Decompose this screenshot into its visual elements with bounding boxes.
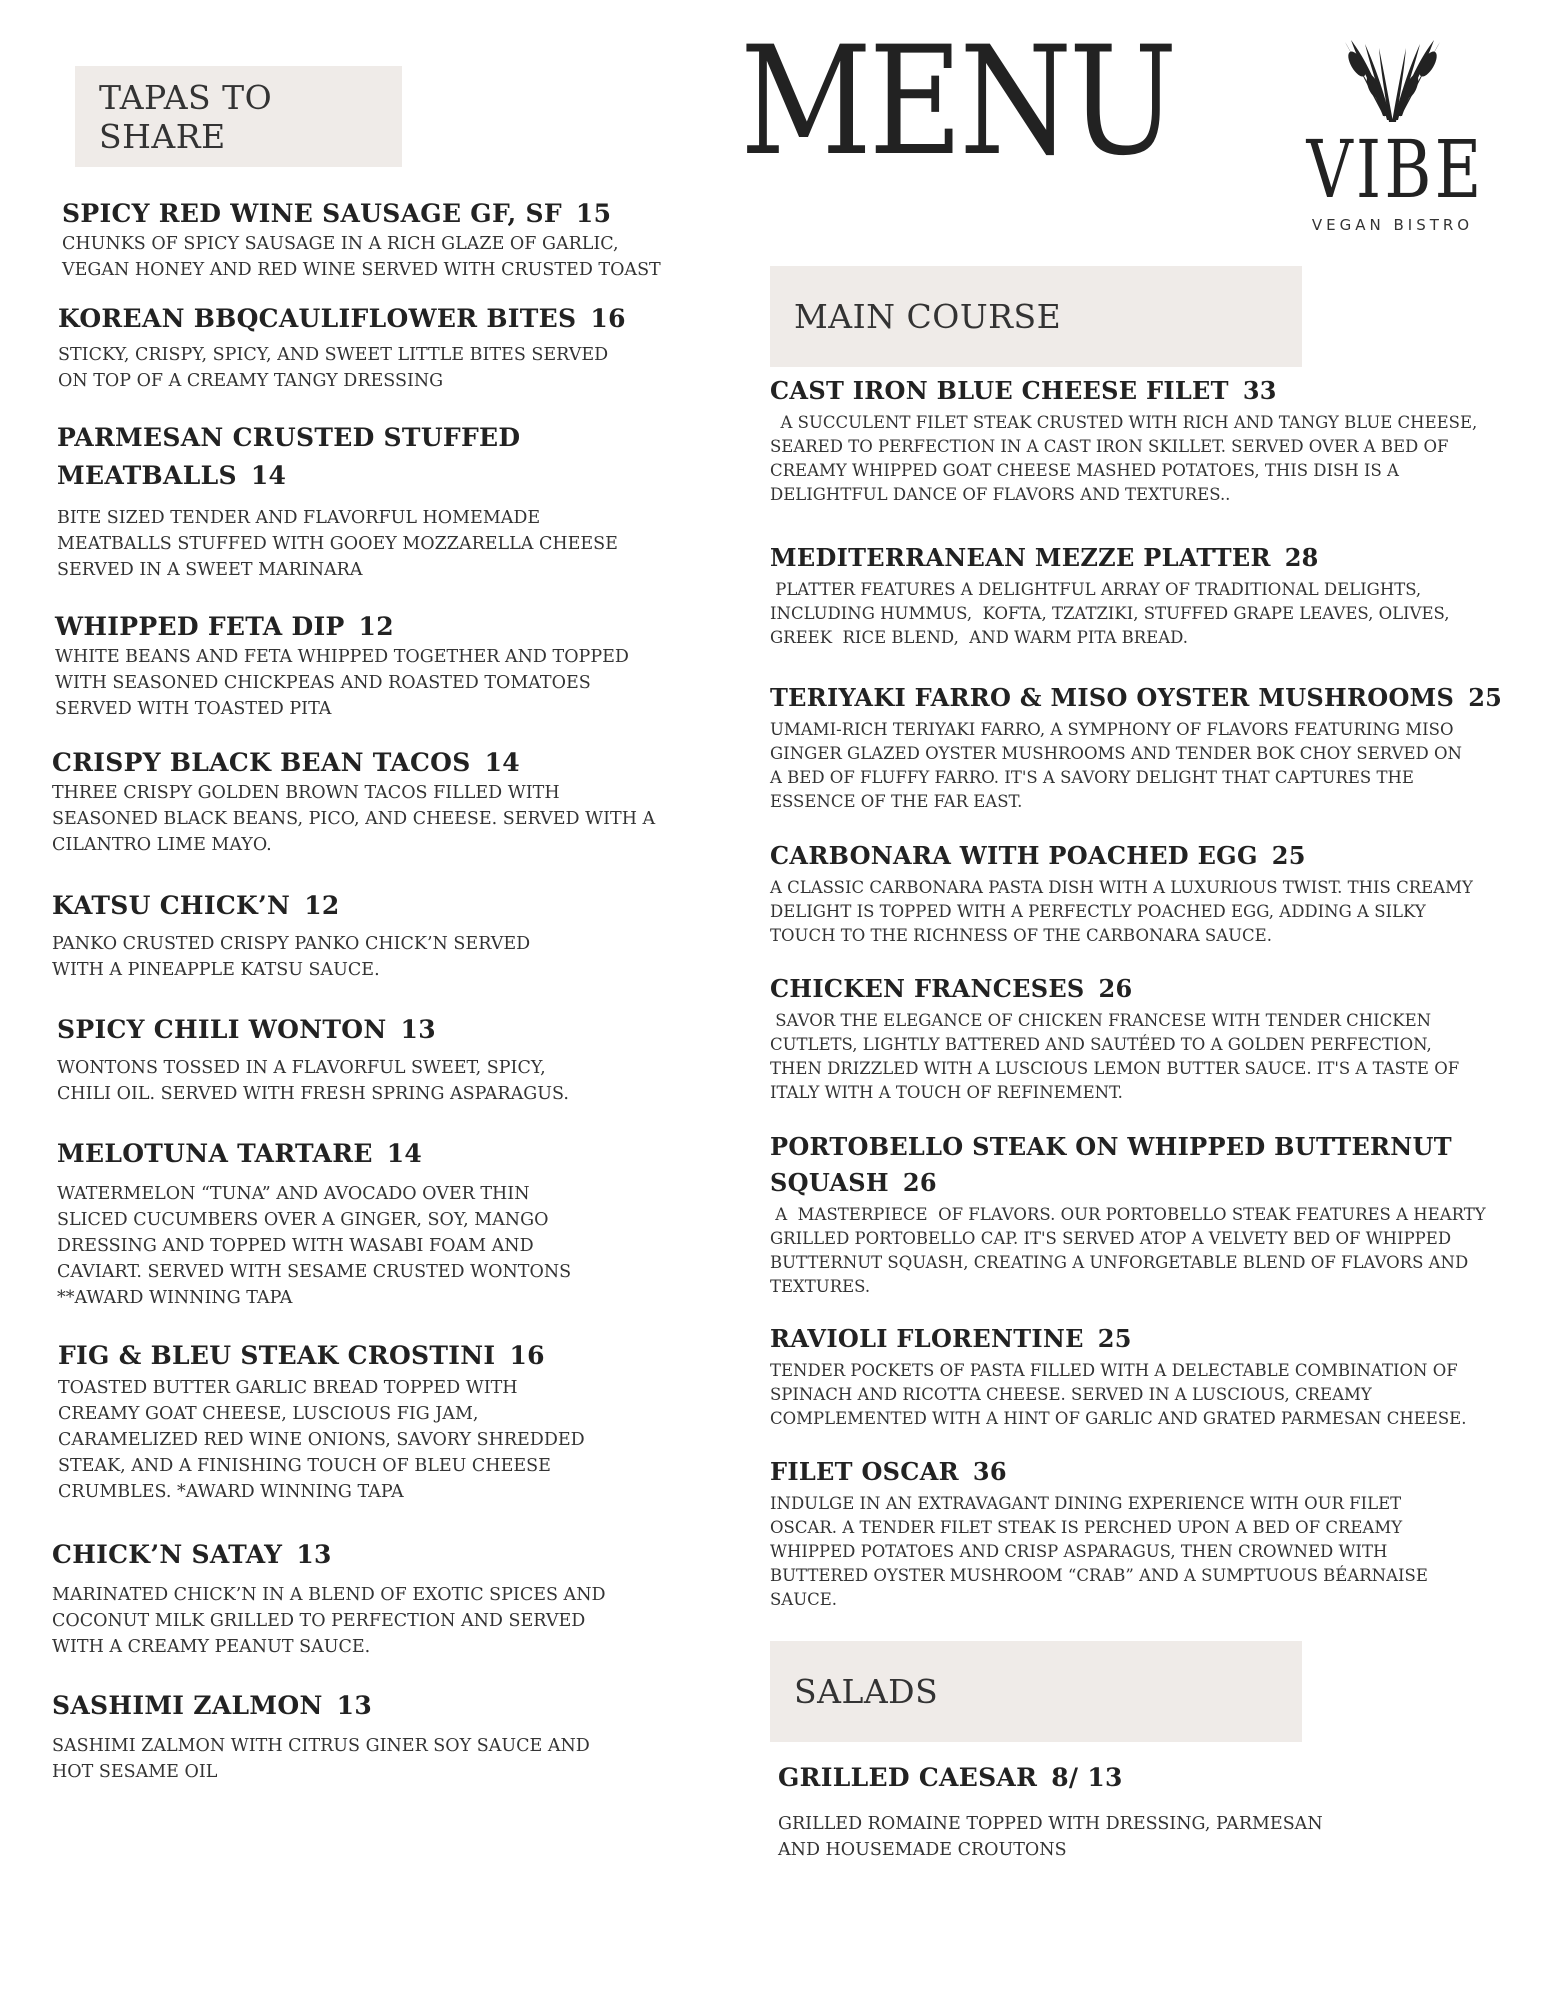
menu-item [57, 1135, 571, 1311]
menu-item [778, 1759, 1323, 1863]
item-name: SPICY RED WINE SAUSAGE GF, SF [62, 199, 562, 228]
item-description: SAVOR THE ELEGANCE OF CHICKEN FRANCESE WITH TENDER CHICKEN CUTLETS, LIGHTLY BATTERED AND SAUTÉED TO A GOLDEN PERFECTION, THEN DRIZZLED WITH A LUSCIOUS LEMON BUTTER SAUCE. IT'S A TASTE OF ITALY WITH A TOUCH OF REFINEMENT. [770, 1011, 1460, 1102]
menu-item [770, 1454, 1428, 1612]
item-description: TENDER POCKETS OF PASTA FILLED WITH A DELECTABLE COMBINATION OF SPINACH AND RICOTTA CHEESE. SERVED IN A LUSCIOUS, CREAMY COMPLEMENTED WITH A HINT OF GARLIC AND GRATED PARMESAN CHEESE. [770, 1361, 1467, 1428]
item-description: A SUCCULENT FILET STEAK CRUSTED WITH RICH AND TANGY BLUE CHEESE, SEARED TO PERFECTION IN A CAST IRON SKILLET. SERVED OVER A BED OF CREAMY WHIPPED GOAT CHEESE MASHED POTATOES, THIS DISH IS A DELIGHTFUL DANCE OF FLAVORS AND TEXTURES.. [770, 413, 1478, 504]
item-price: 16 [590, 304, 626, 333]
item-price: 14 [250, 461, 287, 490]
item-name: CAST IRON BLUE CHEESE FILET [770, 376, 1229, 405]
item-description: WATERMELON “TUNA” AND AVOCADO OVER THIN SLICED CUCUMBERS OVER A GINGER, SOY, MANGO DRESSING AND TOPPED WITH WASABI FOAM AND CAVIART. SERVED WITH SESAME CRUSTED WONTONS **AWARD WINNING TAPA [57, 1184, 572, 1308]
item-name: SASHIMI ZALMON [52, 1691, 323, 1720]
menu-item [770, 838, 1473, 948]
menu-item [52, 887, 530, 983]
vibe-logo [1285, 38, 1500, 238]
section-title-tapas: TAPAS TO SHARE [99, 77, 273, 156]
item-name: CHICKEN FRANCESES [770, 974, 1085, 1003]
item-price: 13 [296, 1540, 332, 1569]
item-name: FILET OSCAR [770, 1457, 959, 1486]
section-header-salads [770, 1641, 1302, 1742]
leaf-logo-icon [1285, 38, 1500, 128]
item-description: MARINATED CHICK’N IN A BLEND OF EXOTIC SPICES AND COCONUT MILK GRILLED TO PERFECTION AND SERVED WITH A CREAMY PEANUT SAUCE. [52, 1585, 606, 1657]
item-name: MELOTUNA TARTARE [57, 1139, 373, 1168]
logo-wordmark: VIBE [1306, 123, 1485, 216]
item-price: 26 [1098, 974, 1133, 1003]
item-description: SASHIMI ZALMON WITH CITRUS GINER SOY SAUCE AND HOT SESAME OIL [52, 1736, 590, 1782]
menu-item [52, 1536, 606, 1660]
item-price: 13 [336, 1691, 373, 1720]
item-price: 25 [1468, 683, 1503, 712]
menu-item [770, 540, 1450, 650]
section-title-salads: SALADS [794, 1672, 939, 1711]
item-price: 26 [902, 1168, 937, 1197]
menu-item [52, 744, 655, 858]
item-description: PANKO CRUSTED CRISPY PANKO CHICK’N SERVED WITH A PINEAPPLE KATSU SAUCE. [52, 934, 531, 980]
menu-item [58, 300, 626, 394]
item-price: 36 [972, 1457, 1007, 1486]
section-header-main-course [770, 266, 1302, 367]
item-description: PLATTER FEATURES A DELIGHTFUL ARRAY OF TRADITIONAL DELIGHTS, INCLUDING HUMMUS, KOFTA, TZATZIKI, STUFFED GRAPE LEAVES, OLIVES, GREEK RICE BLEND, AND WARM PITA BREAD. [770, 580, 1450, 647]
item-price: 16 [509, 1341, 545, 1370]
item-name: WHIPPED FETA DIP [55, 612, 345, 641]
item-name: PORTOBELLO STEAK ON WHIPPED BUTTERNUT SQUASH [770, 1132, 1452, 1197]
item-name: SPICY CHILI WONTON [57, 1015, 387, 1044]
item-description: THREE CRISPY GOLDEN BROWN TACOS FILLED WITH SEASONED BLACK BEANS, PICO, AND CHEESE. SERVED WITH A CILANTRO LIME MAYO. [52, 783, 656, 855]
item-name: TERIYAKI FARRO & MISO OYSTER MUSHROOMS [770, 683, 1455, 712]
item-description: A MASTERPIECE OF FLAVORS. OUR PORTOBELLO STEAK FEATURES A HEARTY GRILLED PORTOBELLO CAP. IT'S SERVED ATOP A VELVETY BED OF WHIPPED BUTTERNUT SQUASH, CREATING A UNFORGETABLE BLEND OF FLAVORS AND TEXTURES. [770, 1205, 1486, 1296]
section-header-tapas [75, 66, 402, 167]
item-description: BITE SIZED TENDER AND FLAVORFUL HOMEMADE MEATBALLS STUFFED WITH GOOEY MOZZARELLA CHEESE SERVED IN A SWEET MARINARA [57, 508, 618, 580]
item-price: 12 [304, 891, 340, 920]
item-price: 14 [386, 1139, 423, 1168]
item-name: FIG & BLEU STEAK CROSTINI [58, 1341, 496, 1370]
item-price: 13 [400, 1015, 436, 1044]
menu-item [52, 1687, 590, 1785]
item-name: PARMESAN CRUSTED STUFFED MEATBALLS [57, 423, 521, 490]
item-price: 8/ 13 [1051, 1763, 1123, 1792]
item-name: RAVIOLI FLORENTINE [770, 1324, 1084, 1353]
item-description: CHUNKS OF SPICY SAUSAGE IN A RICH GLAZE OF GARLIC, VEGAN HONEY AND RED WINE SERVED WITH CRUSTED TOAST [62, 234, 661, 280]
item-description: WONTONS TOSSED IN A FLAVORFUL SWEET, SPICY, CHILI OIL. SERVED WITH FRESH SPRING ASPARAGUS. [57, 1058, 569, 1104]
logo-subtitle: VEGAN BISTRO [1311, 216, 1474, 234]
item-name: CARBONARA WITH POACHED EGG [770, 841, 1258, 870]
item-description: GRILLED ROMAINE TOPPED WITH DRESSING, PARMESAN AND HOUSEMADE CROUTONS [778, 1814, 1323, 1860]
menu-item [770, 971, 1459, 1105]
item-price: 33 [1242, 376, 1277, 405]
item-description: TOASTED BUTTER GARLIC BREAD TOPPED WITH CREAMY GOAT CHEESE, LUSCIOUS FIG JAM, CARAMELIZED RED WINE ONIONS, SAVORY SHREDDED STEAK, AND A FINISHING TOUCH OF BLEU CHEESE CRUMBLES. *AWARD WINNING TAPA [58, 1378, 585, 1502]
item-description: A CLASSIC CARBONARA PASTA DISH WITH A LUXURIOUS TWIST. THIS CREAMY DELIGHT IS TOPPED WITH A PERFECTLY POACHED EGG, ADDING A SILKY TOUCH TO THE RICHNESS OF THE CARBONARA SAUCE. [770, 878, 1473, 945]
item-price: 12 [358, 612, 394, 641]
menu-item [58, 1337, 585, 1505]
menu-title: MENU [740, 15, 1175, 189]
item-price: 25 [1271, 841, 1306, 870]
item-name: GRILLED CAESAR [778, 1763, 1038, 1792]
menu-item [770, 1129, 1486, 1299]
item-price: 15 [575, 199, 612, 228]
item-name: KATSU CHICK’N [52, 891, 291, 920]
item-name: CHICK’N SATAY [52, 1540, 283, 1569]
item-description: WHITE BEANS AND FETA WHIPPED TOGETHER AND TOPPED WITH SEASONED CHICKPEAS AND ROASTED TOMATOES SERVED WITH TOASTED PITA [55, 647, 629, 719]
item-description: UMAMI-RICH TERIYAKI FARRO, A SYMPHONY OF FLAVORS FEATURING MISO GINGER GLAZED OYSTER MUSHROOMS AND TENDER BOK CHOY SERVED ON A BED OF FLUFFY FARRO. IT'S A SAVORY DELIGHT THAT CAPTURES THE ESSENCE OF THE FAR EAST. [770, 720, 1462, 811]
item-price: 28 [1284, 543, 1319, 572]
item-name: KOREAN BBQCAULIFLOWER BITES [58, 304, 577, 333]
item-description: INDULGE IN AN EXTRAVAGANT DINING EXPERIENCE WITH OUR FILET OSCAR. A TENDER FILET STEAK IS PERCHED UPON A BED OF CREAMY WHIPPED POTATOES AND CRISP ASPARAGUS, THEN CROWNED WITH BUTTERED OYSTER MUSHROOM “CRAB” AND A SUMPTUOUS BÉARNAISE SAUCE. [770, 1494, 1428, 1609]
item-description: STICKY, CRISPY, SPICY, AND SWEET LITTLE BITES SERVED ON TOP OF A CREAMY TANGY DRESSING [58, 345, 609, 391]
menu-item [57, 419, 618, 583]
menu-item [57, 1011, 569, 1107]
menu-item [55, 608, 629, 722]
menu-item [770, 1321, 1466, 1431]
item-name: MEDITERRANEAN MEZZE PLATTER [770, 543, 1271, 572]
item-price: 25 [1097, 1324, 1132, 1353]
menu-item [62, 195, 661, 283]
item-name: CRISPY BLACK BEAN TACOS [52, 748, 471, 777]
item-price: 14 [484, 748, 520, 777]
menu-item [770, 373, 1477, 507]
section-title-main-course: MAIN COURSE [794, 297, 1062, 336]
menu-item [770, 680, 1502, 814]
